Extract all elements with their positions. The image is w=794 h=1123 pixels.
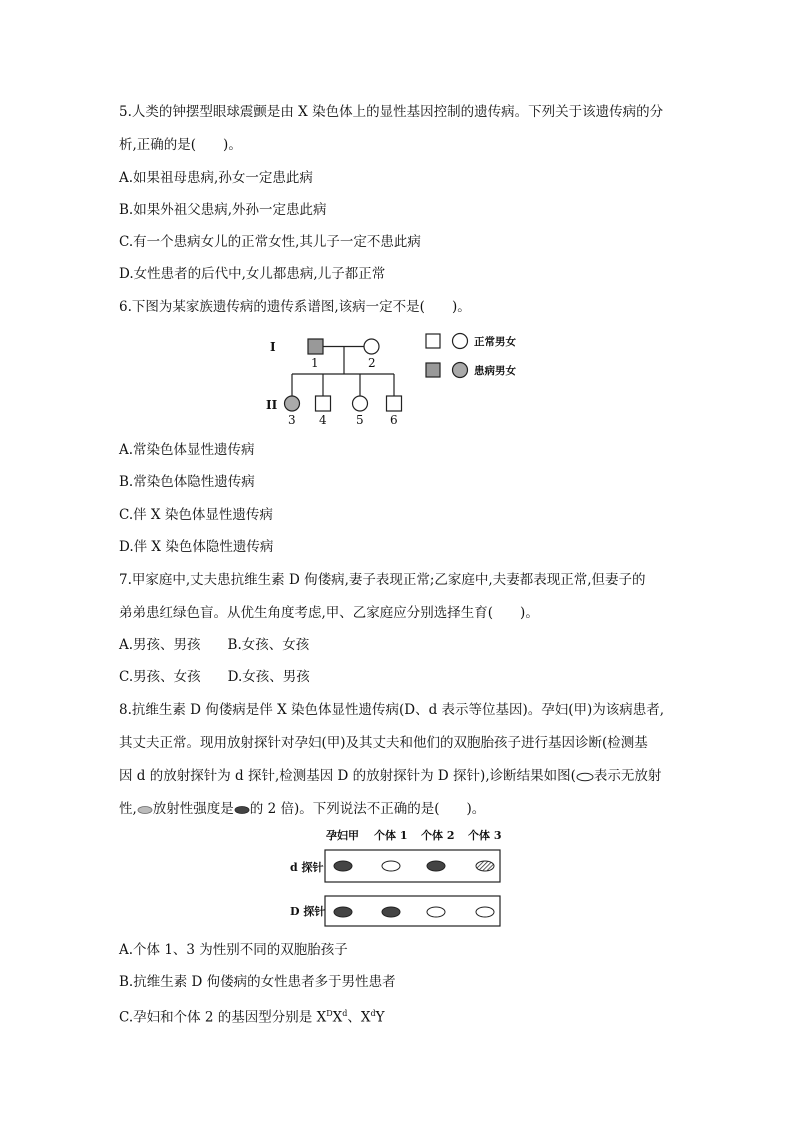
q8-stem-line4-b: 放射性强度是	[152, 801, 234, 817]
header-individual-2: 个体 2	[421, 829, 455, 842]
q6-option-d: D.伴 X 染色体隐性遗传病	[119, 539, 274, 555]
q8-stem-line4-a: 性,	[119, 801, 137, 817]
D-probe-pregnant-a-filled	[334, 907, 352, 917]
empty-ellipse-icon	[576, 772, 594, 782]
legend-affected-male-symbol	[426, 363, 440, 377]
d-probe-individual-2-filled	[427, 861, 445, 871]
legend-affected-female-symbol	[453, 363, 468, 378]
q8-stem-line3-tail: 表示无放射	[593, 768, 662, 784]
q6-option-b: B.常染色体隐性遗传病	[119, 474, 255, 490]
q8-option-c-mid2: 、X	[347, 1009, 371, 1026]
header-individual-3: 个体 3	[468, 829, 502, 842]
gen2-individual-4-normal-male	[316, 396, 331, 411]
D-probe-individual-3-empty	[476, 907, 494, 917]
row-label-d-probe: d 探针	[290, 861, 324, 874]
q8-option-b: B.抗维生素 D 佝偻病的女性患者多于男性患者	[119, 974, 396, 990]
q7-stem-line2: 弟弟患红绿色盲。从优生角度考虑,甲、乙家庭应分别选择生育( )。	[119, 605, 539, 621]
q8-stem-line4	[119, 800, 485, 818]
q8-option-c-sup3: d	[370, 1009, 376, 1018]
q8-option-c-end: Y	[375, 1009, 385, 1026]
gen2-individual-3-affected-female	[285, 396, 300, 411]
label-3: 3	[288, 413, 296, 427]
q5-option-b: B.如果外祖父患病,外孙一定患此病	[119, 202, 327, 218]
q6-option-c: C.伴 X 染色体显性遗传病	[119, 507, 273, 523]
D-probe-individual-1-filled	[382, 907, 400, 917]
header-pregnant-a: 孕妇甲	[326, 829, 359, 842]
q5-option-c: C.有一个患病女儿的正常女性,其儿子一定不患此病	[119, 234, 421, 250]
gen2-label: II	[266, 398, 278, 412]
q8-option-a: A.个体 1、3 为性别不同的双胞胎孩子	[119, 942, 348, 958]
q5-stem-line2: 析,正确的是( )。	[119, 137, 242, 153]
q7-options-row1: A.男孩、男孩 B.女孩、女孩	[119, 637, 310, 653]
gen2-individual-6-normal-male	[387, 396, 402, 411]
legend-normal-female-symbol	[453, 334, 468, 349]
legend-normal-male-symbol	[426, 334, 440, 348]
gen1-individual-1-affected-male	[308, 339, 323, 354]
filled-ellipse-icon	[234, 805, 250, 815]
q8-option-c-pre: C.孕妇和个体 2 的基因型分别是 X	[119, 1009, 327, 1026]
gen2-individual-5-normal-female	[353, 396, 368, 411]
q5-option-a: A.如果祖母患病,孙女一定患此病	[119, 170, 313, 186]
q8-option-c-sup1: D	[326, 1009, 333, 1018]
label-5: 5	[356, 413, 364, 427]
label-4: 4	[319, 413, 327, 427]
label-6: 6	[390, 413, 398, 427]
q8-stem-line3-text: 因 d 的放射探针为 d 探针,检测基因 D 的放射探针为 D 探针),诊断结果如图(	[119, 768, 576, 784]
q5-stem-line1: 5.人类的钟摆型眼球震颤是由 X 染色体上的显性基因控制的遗传病。下列关于该遗传病的分	[119, 104, 664, 120]
hatched-ellipse-icon	[137, 805, 153, 815]
pedigree-chart	[260, 330, 540, 430]
label-1: 1	[311, 356, 319, 370]
q8-option-c-mid: X	[332, 1009, 343, 1026]
q8-option-c	[119, 1005, 385, 1027]
q6-option-a: A.常染色体显性遗传病	[119, 442, 255, 458]
q8-option-c-sup2: d	[342, 1009, 348, 1018]
legend-normal-label: 正常男女	[474, 336, 516, 348]
q6-stem: 6.下图为某家族遗传病的遗传系谱图,该病一定不是( )。	[119, 299, 471, 315]
q8-stem-line3	[119, 767, 661, 785]
q8-stem-line4-c: 的 2 倍)。下列说法不正确的是( )。	[249, 801, 486, 817]
d-probe-individual-3-hatched	[476, 861, 494, 871]
q8-stem-line2: 其丈夫正常。现用放射探针对孕妇(甲)及其丈夫和他们的双胞胎孩子进行基因诊断(检测基	[119, 735, 648, 751]
legend-affected-label: 患病男女	[474, 365, 516, 377]
q7-stem-line1: 7.甲家庭中,丈夫患抗维生素 D 佝偻病,妻子表现正常;乙家庭中,夫妻都表现正常,但妻子的	[119, 572, 646, 588]
label-2: 2	[368, 356, 376, 370]
q7-options-row2: C.男孩、女孩 D.女孩、男孩	[119, 669, 310, 685]
D-probe-individual-2-empty	[427, 907, 445, 917]
q5-option-d: D.女性患者的后代中,女儿都患病,儿子都正常	[119, 266, 386, 282]
probe-diagnosis-figure	[285, 826, 505, 930]
d-probe-pregnant-a-filled	[334, 861, 352, 871]
gen1-individual-2-normal-female	[364, 339, 379, 354]
d-probe-individual-1-empty	[382, 861, 400, 871]
header-individual-1: 个体 1	[374, 829, 408, 842]
gen1-label: I	[270, 340, 276, 354]
row-label-D-probe: D 探针	[290, 905, 326, 918]
q8-stem-line1: 8.抗维生素 D 佝偻病是伴 X 染色体显性遗传病(D、d 表示等位基因)。孕妇(甲)为该病患者,	[119, 702, 665, 718]
